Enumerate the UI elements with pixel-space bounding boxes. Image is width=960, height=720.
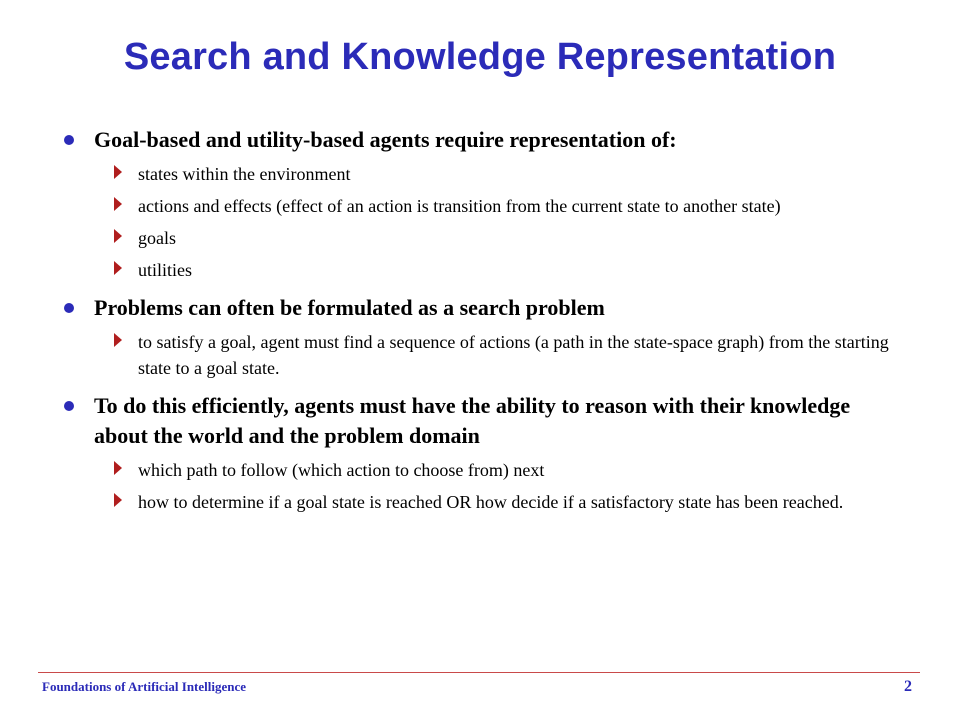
sub-bullet-text: actions and effects (effect of an action is transition from the current state to another state) [138, 196, 781, 216]
sub-bullet [64, 257, 894, 283]
footer-divider [38, 672, 920, 673]
sub-bullet [64, 489, 894, 515]
sub-bullet [64, 329, 894, 381]
arrow-bullet-icon [114, 493, 122, 507]
bullet-section-1 [64, 125, 894, 155]
arrow-bullet-icon [114, 333, 122, 347]
sub-bullet-text: states within the environment [138, 164, 351, 184]
slide-content [64, 125, 894, 515]
section-3-text: To do this efficiently, agents must have the ability to reason with their knowledge about the world and the problem domain [94, 393, 851, 448]
section-2-text: Problems can often be formulated as a search problem [94, 295, 605, 320]
arrow-bullet-icon [114, 261, 122, 275]
arrow-bullet-icon [114, 197, 122, 211]
footer-course-title: Foundations of Artificial Intelligence [42, 679, 247, 694]
arrow-bullet-icon [114, 229, 122, 243]
sub-bullet-text: how to determine if a goal state is reached OR how decide if a satisfactory state has been reached. [138, 492, 844, 512]
slide-number: 2 [904, 678, 912, 695]
sub-bullet-text: which path to follow (which action to choose from) next [138, 460, 545, 480]
slide-title: Search and Knowledge Representation [123, 36, 837, 78]
arrow-bullet-icon [114, 461, 122, 475]
sub-bullet-text: utilities [138, 260, 192, 280]
round-bullet-icon [64, 303, 74, 313]
sub-bullet-text: to satisfy a goal, agent must find a sequence of actions (a path in the state-space graph) from the starting state to a goal state. [138, 332, 889, 378]
sub-bullet [64, 193, 894, 219]
sub-bullet [64, 161, 894, 187]
bullet-section-2 [64, 293, 894, 323]
sub-bullet [64, 457, 894, 483]
arrow-bullet-icon [114, 165, 122, 179]
round-bullet-icon [64, 135, 74, 145]
sub-bullet [64, 225, 894, 251]
round-bullet-icon [64, 401, 74, 411]
bullet-section-3 [64, 391, 894, 451]
section-1-text: Goal-based and utility-based agents require representation of: [94, 127, 677, 152]
sub-bullet-text: goals [138, 228, 176, 248]
